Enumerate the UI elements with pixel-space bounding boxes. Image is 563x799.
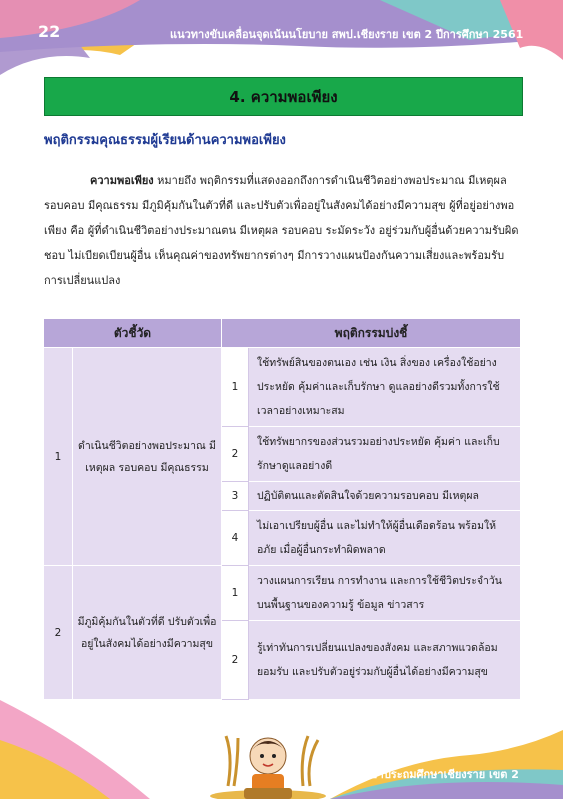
subheading: พฤติกรรมคุณธรรมผู้เรียนด้านความพอเพียง xyxy=(44,133,286,148)
indicator-table xyxy=(43,318,521,700)
definition-paragraph xyxy=(44,168,522,293)
section-title: 4. ความพอเพียง xyxy=(229,87,338,106)
indicator-text: ดำเนินชีวิตอย่างพอประมาณ มีเหตุผล รอบคอบ มีคุณธรรม xyxy=(73,348,222,566)
behavior-number: 2 xyxy=(222,621,249,700)
behavior-text: ใช้ทรัพย์สินของตนเอง เช่น เงิน สิ่งของ เครื่องใช้อย่างประหยัด คุ้มค่าและเก็บรักษา ดูแลอย่างดีรวมทั้งการใช้เวลาอย่างเหมาะสม xyxy=(249,348,521,427)
table-row xyxy=(44,566,521,621)
indicator-text: มีภูมิคุ้มกันในตัวที่ดี ปรับตัวเพื่ออยู่ในสังคมได้อย่างมีความสุข xyxy=(73,566,222,700)
behavior-number: 2 xyxy=(222,427,249,482)
behavior-number: 4 xyxy=(222,511,249,566)
behavior-text: รู้เท่าทันการเปลี่ยนแปลงของสังคม และสภาพแวดล้อม ยอมรับ และปรับตัวอยู่ร่วมกับผู้อื่นได้อย่างมีความสุข xyxy=(249,621,521,700)
behavior-number: 3 xyxy=(222,482,249,511)
page-number: 22 xyxy=(38,22,61,41)
behavior-text: วางแผนการเรียน การทำงาน และการใช้ชีวิตประจำวันบนพื้นฐานของความรู้ ข้อมูล ข่าวสาร xyxy=(249,566,521,621)
section-title-box xyxy=(44,77,523,116)
header-indicator: ตัวชี้วัด xyxy=(44,319,222,348)
running-title: แนวทางขับเคลื่อนจุดเน้นนโยบาย สพป.เชียงราย เขต 2 ปีการศึกษา 2561 xyxy=(170,28,524,41)
footer-text: การศึกษาประถมศึกษาเชียงราย เขต 2 xyxy=(338,768,519,781)
behavior-text: ไม่เอาเปรียบผู้อื่น และไม่ทำให้ผู้อื่นเดือดร้อน พร้อมให้อภัย เมื่อผู้อื่นกระทำผิดพลาด xyxy=(249,511,521,566)
behavior-text: ปฏิบัติตนและตัดสินใจด้วยความรอบคอบ มีเหตุผล xyxy=(249,482,521,511)
indicator-number: 2 xyxy=(44,566,73,700)
definition-term: ความพอเพียง xyxy=(90,174,154,187)
table-row xyxy=(44,348,521,427)
behavior-number: 1 xyxy=(222,566,249,621)
mascot-illustration xyxy=(208,726,328,799)
behavior-text: ใช้ทรัพยากรของส่วนรวมอย่างประหยัด คุ้มค่า และเก็บรักษาดูแลอย่างดี xyxy=(249,427,521,482)
table-header-row xyxy=(44,319,521,348)
indicator-number: 1 xyxy=(44,348,73,566)
header-behavior: พฤติกรรมบ่งชี้ xyxy=(222,319,521,348)
behavior-number: 1 xyxy=(222,348,249,427)
definition-text: หมายถึง พฤติกรรมที่แสดงออกถึงการดำเนินชีวิตอย่างพอประมาณ มีเหตุผล รอบคอบ มีคุณธรรม มีภูมิคุ้มกันในตัวที่ดี และปรับตัวเพื่ออยู่ในสังคมได้อย่างมีความสุข ผู้ที่อยู่อย่างพอเพียง คือ ผู้ที่ดำเนินชีวิตอย่างประมาณตน มีเหตุผล รอบคอบ ระมัดระวัง อยู่ร่วมกับผู้อื่นด้วยความรับผิดชอบ ไม่เบียดเบียนผู้อื่น เห็นคุณค่าของทรัพยากรต่างๆ มีการวางแผนป้องกันความเสี่ยงและพร้อมรับการเปลี่ยนแปลง xyxy=(44,174,519,287)
